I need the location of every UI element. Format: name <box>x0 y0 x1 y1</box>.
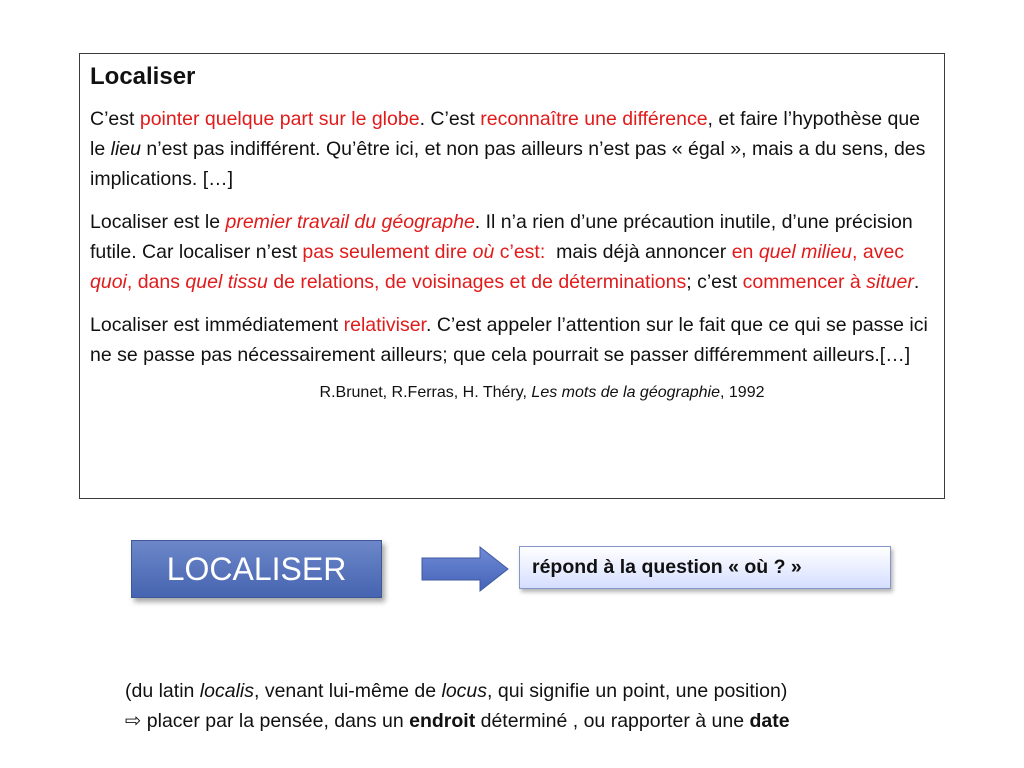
highlight-span: en <box>731 241 759 263</box>
text-span: . C’est <box>419 108 481 130</box>
quote-title: Localiser <box>90 63 196 90</box>
highlight-italic-span: quel milieu <box>758 241 853 263</box>
citation-authors: R.Brunet, R.Ferras, H. Théry, <box>319 384 532 401</box>
highlight-italic-span: situer <box>866 271 914 293</box>
text-span: . Il n’a rien d’une précaution inutile, d’une précision futile. Car localiser n’est <box>90 211 913 263</box>
text-span: , et faire l’hypothèse que le <box>90 108 921 160</box>
highlight-span: , dans <box>126 271 186 293</box>
localiser-box: LOCALISER <box>131 540 382 598</box>
highlight-span: , avec <box>852 241 905 263</box>
etymology <box>125 676 985 736</box>
italic-span: locus <box>441 680 488 702</box>
text-span: , venant lui-même de <box>253 680 442 702</box>
text-span: déterminé , ou rapporter à une <box>475 710 750 732</box>
highlight-italic-span: où <box>472 241 495 263</box>
highlight-span: relativiser <box>343 314 426 336</box>
text-span: mais déjà annoncer <box>545 241 732 263</box>
etymology-line-1 <box>125 676 985 706</box>
quote-paragraph-1 <box>90 104 934 194</box>
italic-span: localis <box>199 680 254 702</box>
text-span: C’est <box>90 108 140 130</box>
citation <box>90 383 934 403</box>
citation-year: , 1992 <box>720 384 765 401</box>
etymology-line-2 <box>125 706 985 736</box>
highlight-span: de relations, de voisinages et de déterminations <box>267 271 687 293</box>
highlight-italic-span: quoi <box>90 271 127 293</box>
italic-span: lieu <box>110 138 141 160</box>
quote-paragraph-3 <box>90 310 934 370</box>
text-span: n’est pas indifférent. Qu’être ici, et non pas ailleurs n’est pas « égal », mais a du sens, des implications. […] <box>90 138 926 190</box>
bold-span: endroit <box>409 710 476 732</box>
highlight-italic-span: premier travail du géographe <box>225 211 475 233</box>
text-span: (du latin <box>125 680 200 702</box>
highlight-span: reconnaître une différence <box>480 108 708 130</box>
highlight-span: c’est: <box>494 241 546 263</box>
text-span: . C’est appeler l’attention sur le fait que ce qui se passe ici ne se passe pas nécessairement ailleurs; que cela pourrait se passer différemment ailleurs.[…] <box>90 314 928 366</box>
quote-paragraph-2 <box>90 207 934 297</box>
text-span: placer par la pensée, dans un <box>141 710 410 732</box>
quote-box <box>79 53 945 499</box>
answer-box: répond à la question « où ? » <box>519 546 891 589</box>
text-span: Localiser est immédiatement <box>90 314 344 336</box>
citation-work-title: Les mots de la géographie <box>531 384 720 401</box>
highlight-span: pointer quelque part sur le globe <box>139 108 420 130</box>
arrow-bullet-icon: ⇨ <box>125 710 142 732</box>
highlight-span: pas seulement dire <box>302 241 473 263</box>
text-span: . <box>913 271 920 293</box>
highlight-span: commencer à <box>742 271 867 293</box>
text-span: Localiser est le <box>90 211 226 233</box>
right-arrow-icon <box>420 545 510 593</box>
text-span: ; c’est <box>686 271 743 293</box>
highlight-italic-span: quel tissu <box>185 271 268 293</box>
text-span: , qui signifie un point, une position) <box>487 680 788 702</box>
bold-span: date <box>749 710 790 732</box>
